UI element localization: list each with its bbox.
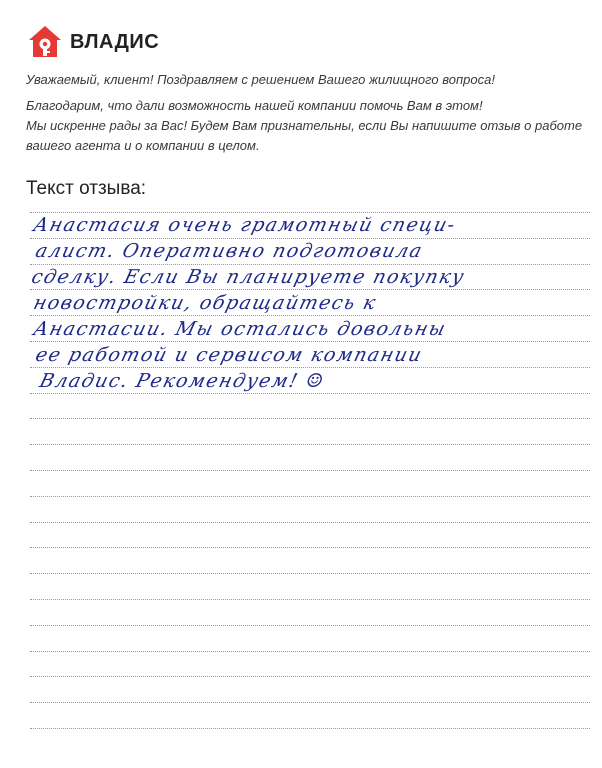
ruled-line — [30, 702, 590, 703]
ruled-line — [30, 496, 590, 497]
ruled-line — [30, 522, 590, 523]
ruled-line — [30, 573, 590, 574]
ruled-line — [30, 547, 590, 548]
ruled-line — [30, 599, 590, 600]
ruled-line — [30, 470, 590, 471]
house-key-logo-icon — [26, 23, 64, 61]
handwritten-line: ее работой и сервисом компании — [33, 344, 426, 366]
ruled-line — [30, 651, 590, 652]
greeting: Уважаемый, клиент! Поздравляем с решением Вашего жилищного вопроса! — [26, 72, 495, 87]
intro-line-2: Мы искренне рады за Вас! Будем Вам признательны, если Вы напишите отзыв о работе — [26, 118, 583, 133]
handwritten-line: Анастасия очень грамотный специ- — [31, 214, 459, 236]
intro-text — [26, 70, 586, 156]
review-title: Текст отзыва: — [26, 178, 147, 199]
handwritten-line: Владис. Рекомендуем! ☺ — [37, 370, 328, 392]
brand-name: ВЛАДИС — [70, 30, 160, 53]
intro-line-1: Благодарим, что дали возможность нашей компании помочь Вам в этом! — [26, 98, 483, 113]
brand-logo — [26, 22, 159, 62]
handwritten-line: новостройки, обращайтесь к — [31, 292, 380, 314]
handwritten-line: алист. Оперативно подготовила — [33, 240, 426, 262]
handwritten-line: сделку. Если Вы планируете покупку — [29, 266, 468, 288]
ruled-line — [30, 625, 590, 626]
ruled-line — [30, 676, 590, 677]
ruled-line — [30, 444, 590, 445]
handwritten-line: Анастасии. Мы остались довольны — [31, 318, 449, 340]
ruled-line — [30, 418, 590, 419]
ruled-line — [30, 728, 590, 729]
intro-line-3: вашего агента и о компании в целом. — [26, 138, 260, 153]
